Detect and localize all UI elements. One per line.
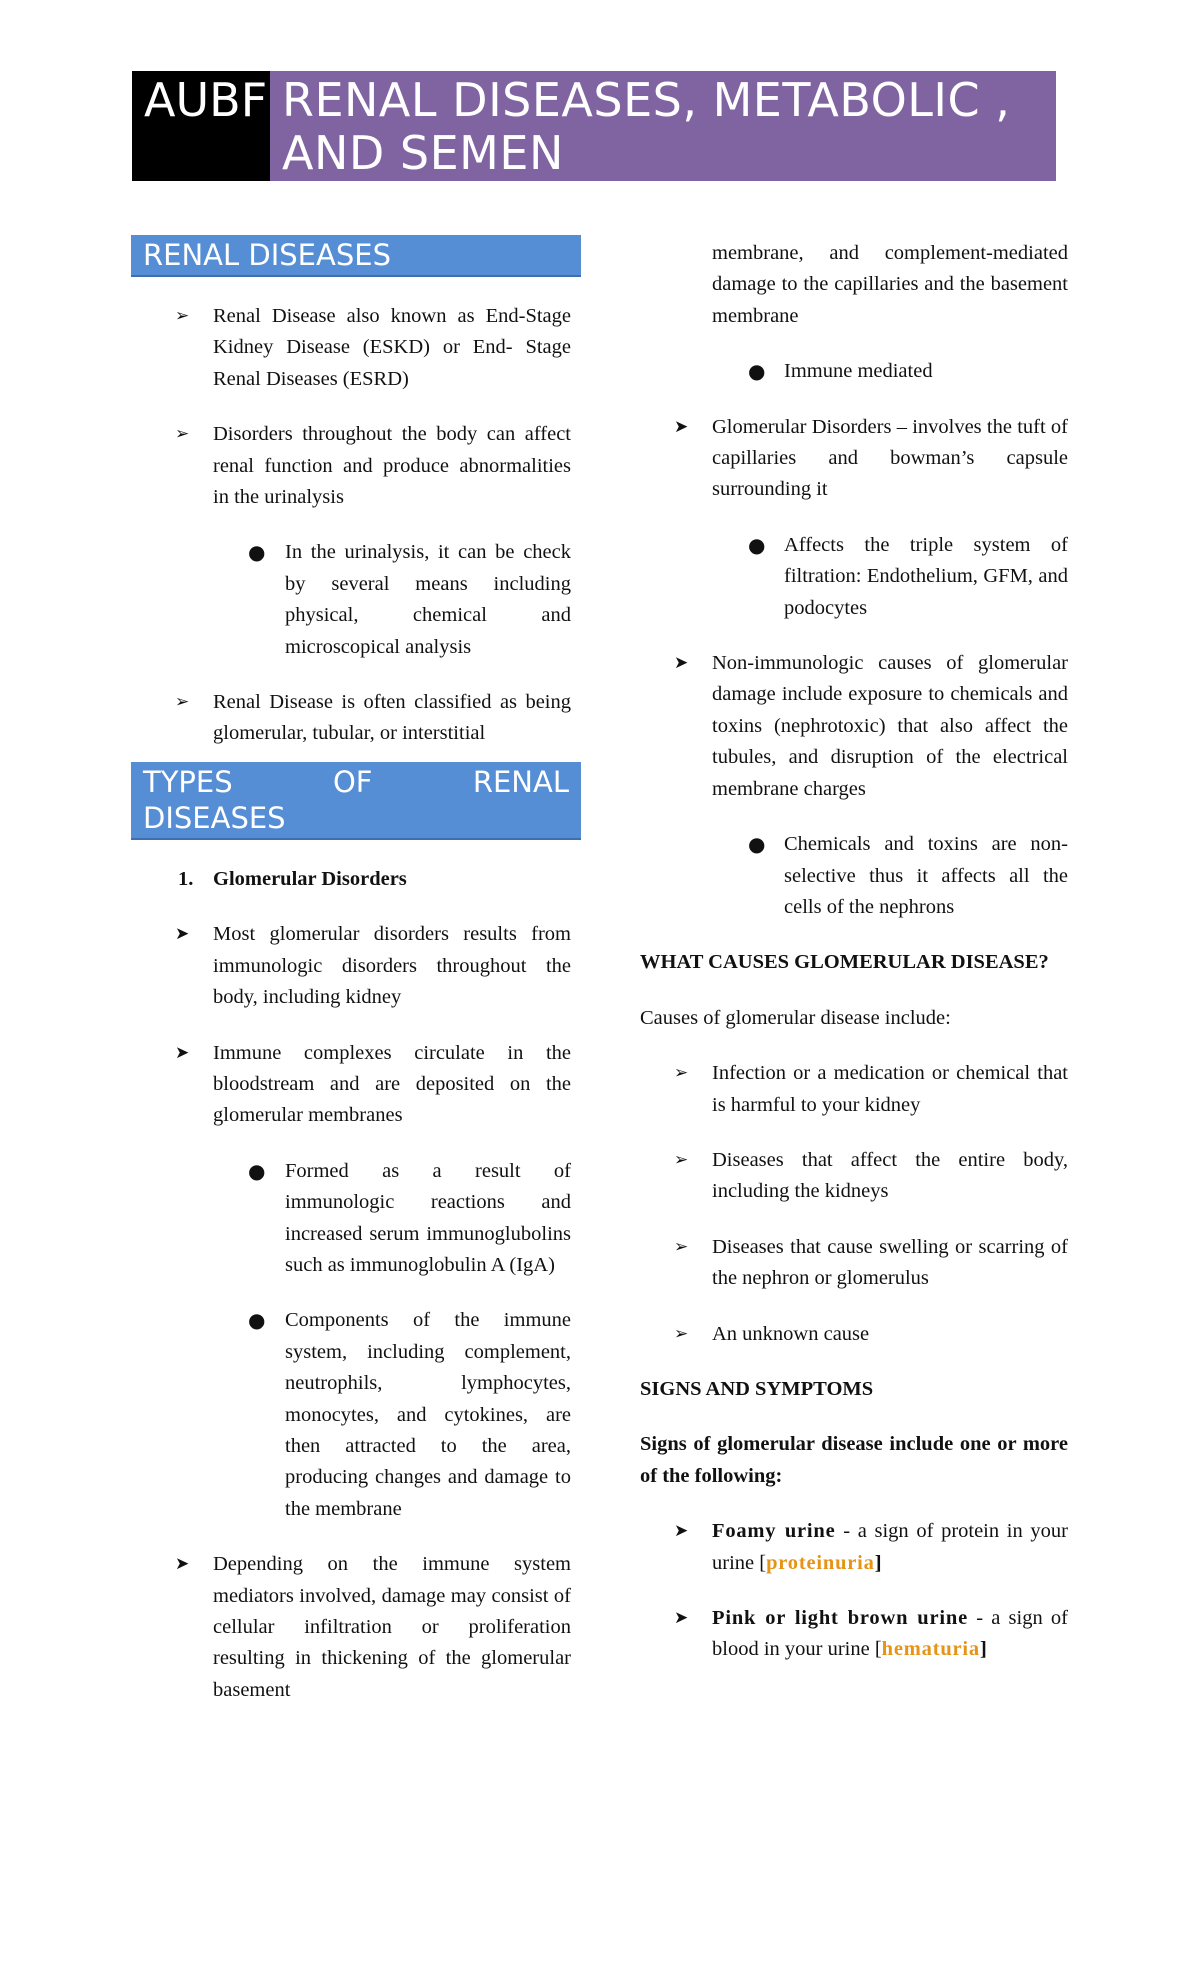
page-title: RENAL DISEASES, METABOLIC , AND SEMEN — [270, 71, 1056, 181]
arrow-bullet-icon: ➢ — [674, 1323, 689, 1344]
dot-bullet-icon: ● — [248, 1158, 266, 1183]
list-item: ➤ Depending on the immune system mediators involved, damage may consist of cellular infiltration or proliferation resulting in thickening of the glomerular basement — [131, 1549, 581, 1706]
section-heading-renal-diseases: RENAL DISEASES — [131, 235, 581, 277]
list-item-continued: membrane, and complement-mediated damage to the capillaries and the basement membrane — [712, 242, 1068, 327]
arrow-bullet-icon: ➤ — [175, 1042, 190, 1063]
left-column — [131, 235, 581, 1706]
subheading-signs-and-symptoms: SIGNS AND SYMPTOMS — [640, 1377, 874, 1400]
dot-bullet-icon: ● — [248, 1308, 266, 1333]
list-item: ➤ Most glomerular disorders results from immunologic disorders throughout the body, including kidney — [131, 919, 581, 1013]
arrow-bullet-icon: ➤ — [175, 1554, 190, 1575]
paragraph: Causes of glomerular disease include: — [640, 1006, 951, 1029]
arrow-bullet-icon: ➤ — [674, 1608, 689, 1628]
list-item: ● Affects the triple system of filtration: Endothelium, GFM, and podocytes — [640, 530, 1068, 624]
list-item: ● Components of the immune system, including complement, neutrophils, lymphocytes, monocytes, and cytokines, are then attracted to the area, producing changes and damage to the membrane — [131, 1305, 581, 1525]
arrow-bullet-icon: ➤ — [674, 653, 689, 674]
list-item: ➢ Renal Disease is often classified as being glomerular, tubular, or interstitial — [131, 687, 581, 750]
list-item: ➤ Glomerular Disorders – involves the tuft of capillaries and bowman’s capsule surrounding it — [640, 412, 1068, 506]
dot-bullet-icon: ● — [248, 540, 266, 565]
list-item: ➤ Foamy urine - a sign of protein in your urine [proteinuria] — [640, 1516, 1068, 1579]
list-item: ➢ Disorders throughout the body can affect renal function and produce abnormalities in the urinalysis — [131, 419, 581, 513]
list-item: ● Formed as a result of immunologic reactions and increased serum immunoglubolins such as immunoglobulin A (IgA) — [131, 1156, 581, 1282]
list-item: ➢ An unknown cause — [640, 1319, 1068, 1350]
arrow-bullet-icon: ➢ — [674, 1236, 689, 1257]
arrow-bullet-icon: ➤ — [674, 1521, 689, 1542]
paragraph: Signs of glomerular disease include one or more of the following: — [640, 1433, 1068, 1487]
numbered-heading: 1. Glomerular Disorders — [178, 867, 407, 890]
title-banner — [132, 71, 1056, 181]
subheading-what-causes: WHAT CAUSES GLOMERULAR DISEASE? — [640, 951, 1049, 974]
list-item: ➢ Infection or a medication or chemical that is harmful to your kidney — [640, 1058, 1068, 1121]
arrow-bullet-icon: ➢ — [175, 306, 190, 326]
section-heading-types-of-renal-diseases: TYPES OF RENAL DISEASES — [131, 762, 581, 840]
course-code: AUBF — [132, 71, 270, 181]
arrow-bullet-icon: ➤ — [674, 416, 689, 437]
highlight-term: hematuria — [881, 1638, 980, 1661]
arrow-bullet-icon: ➤ — [175, 924, 190, 945]
list-item: ➢ Diseases that cause swelling or scarring of the nephron or glomerulus — [640, 1232, 1068, 1295]
highlight-term: proteinuria — [766, 1551, 875, 1574]
list-item: ➢ Renal Disease also known as End-Stage Kidney Disease (ESKD) or End- Stage Renal Diseases (ESRD) — [131, 301, 581, 395]
list-item: ➤ Pink or light brown urine - a sign of blood in your urine [hematuria] — [640, 1603, 1068, 1666]
arrow-bullet-icon: ➢ — [175, 424, 190, 445]
arrow-bullet-icon: ➢ — [674, 1063, 689, 1084]
list-item: ● Immune mediated — [640, 356, 1068, 387]
list-item: ➤ Immune complexes circulate in the bloodstream and are deposited on the glomerular membranes — [131, 1038, 581, 1132]
dot-bullet-icon: ● — [748, 532, 766, 557]
list-item: ● Chemicals and toxins are non-selective thus it affects all the cells of the nephrons — [640, 829, 1068, 923]
list-item: ● In the urinalysis, it can be check by several means including physical, chemical and microscopical analysis — [131, 537, 581, 663]
arrow-bullet-icon: ➢ — [674, 1149, 689, 1170]
arrow-bullet-icon: ➢ — [175, 692, 190, 713]
list-item: ➢ Diseases that affect the entire body, including the kidneys — [640, 1145, 1068, 1208]
dot-bullet-icon: ● — [748, 832, 766, 857]
list-item: ➤ Non-immunologic causes of glomerular damage include exposure to chemicals and toxins (nephrotoxic) that also affect the tubules, and disruption of the electrical membrane charges — [640, 648, 1068, 805]
right-column — [640, 238, 1068, 1666]
dot-bullet-icon: ● — [748, 359, 766, 384]
